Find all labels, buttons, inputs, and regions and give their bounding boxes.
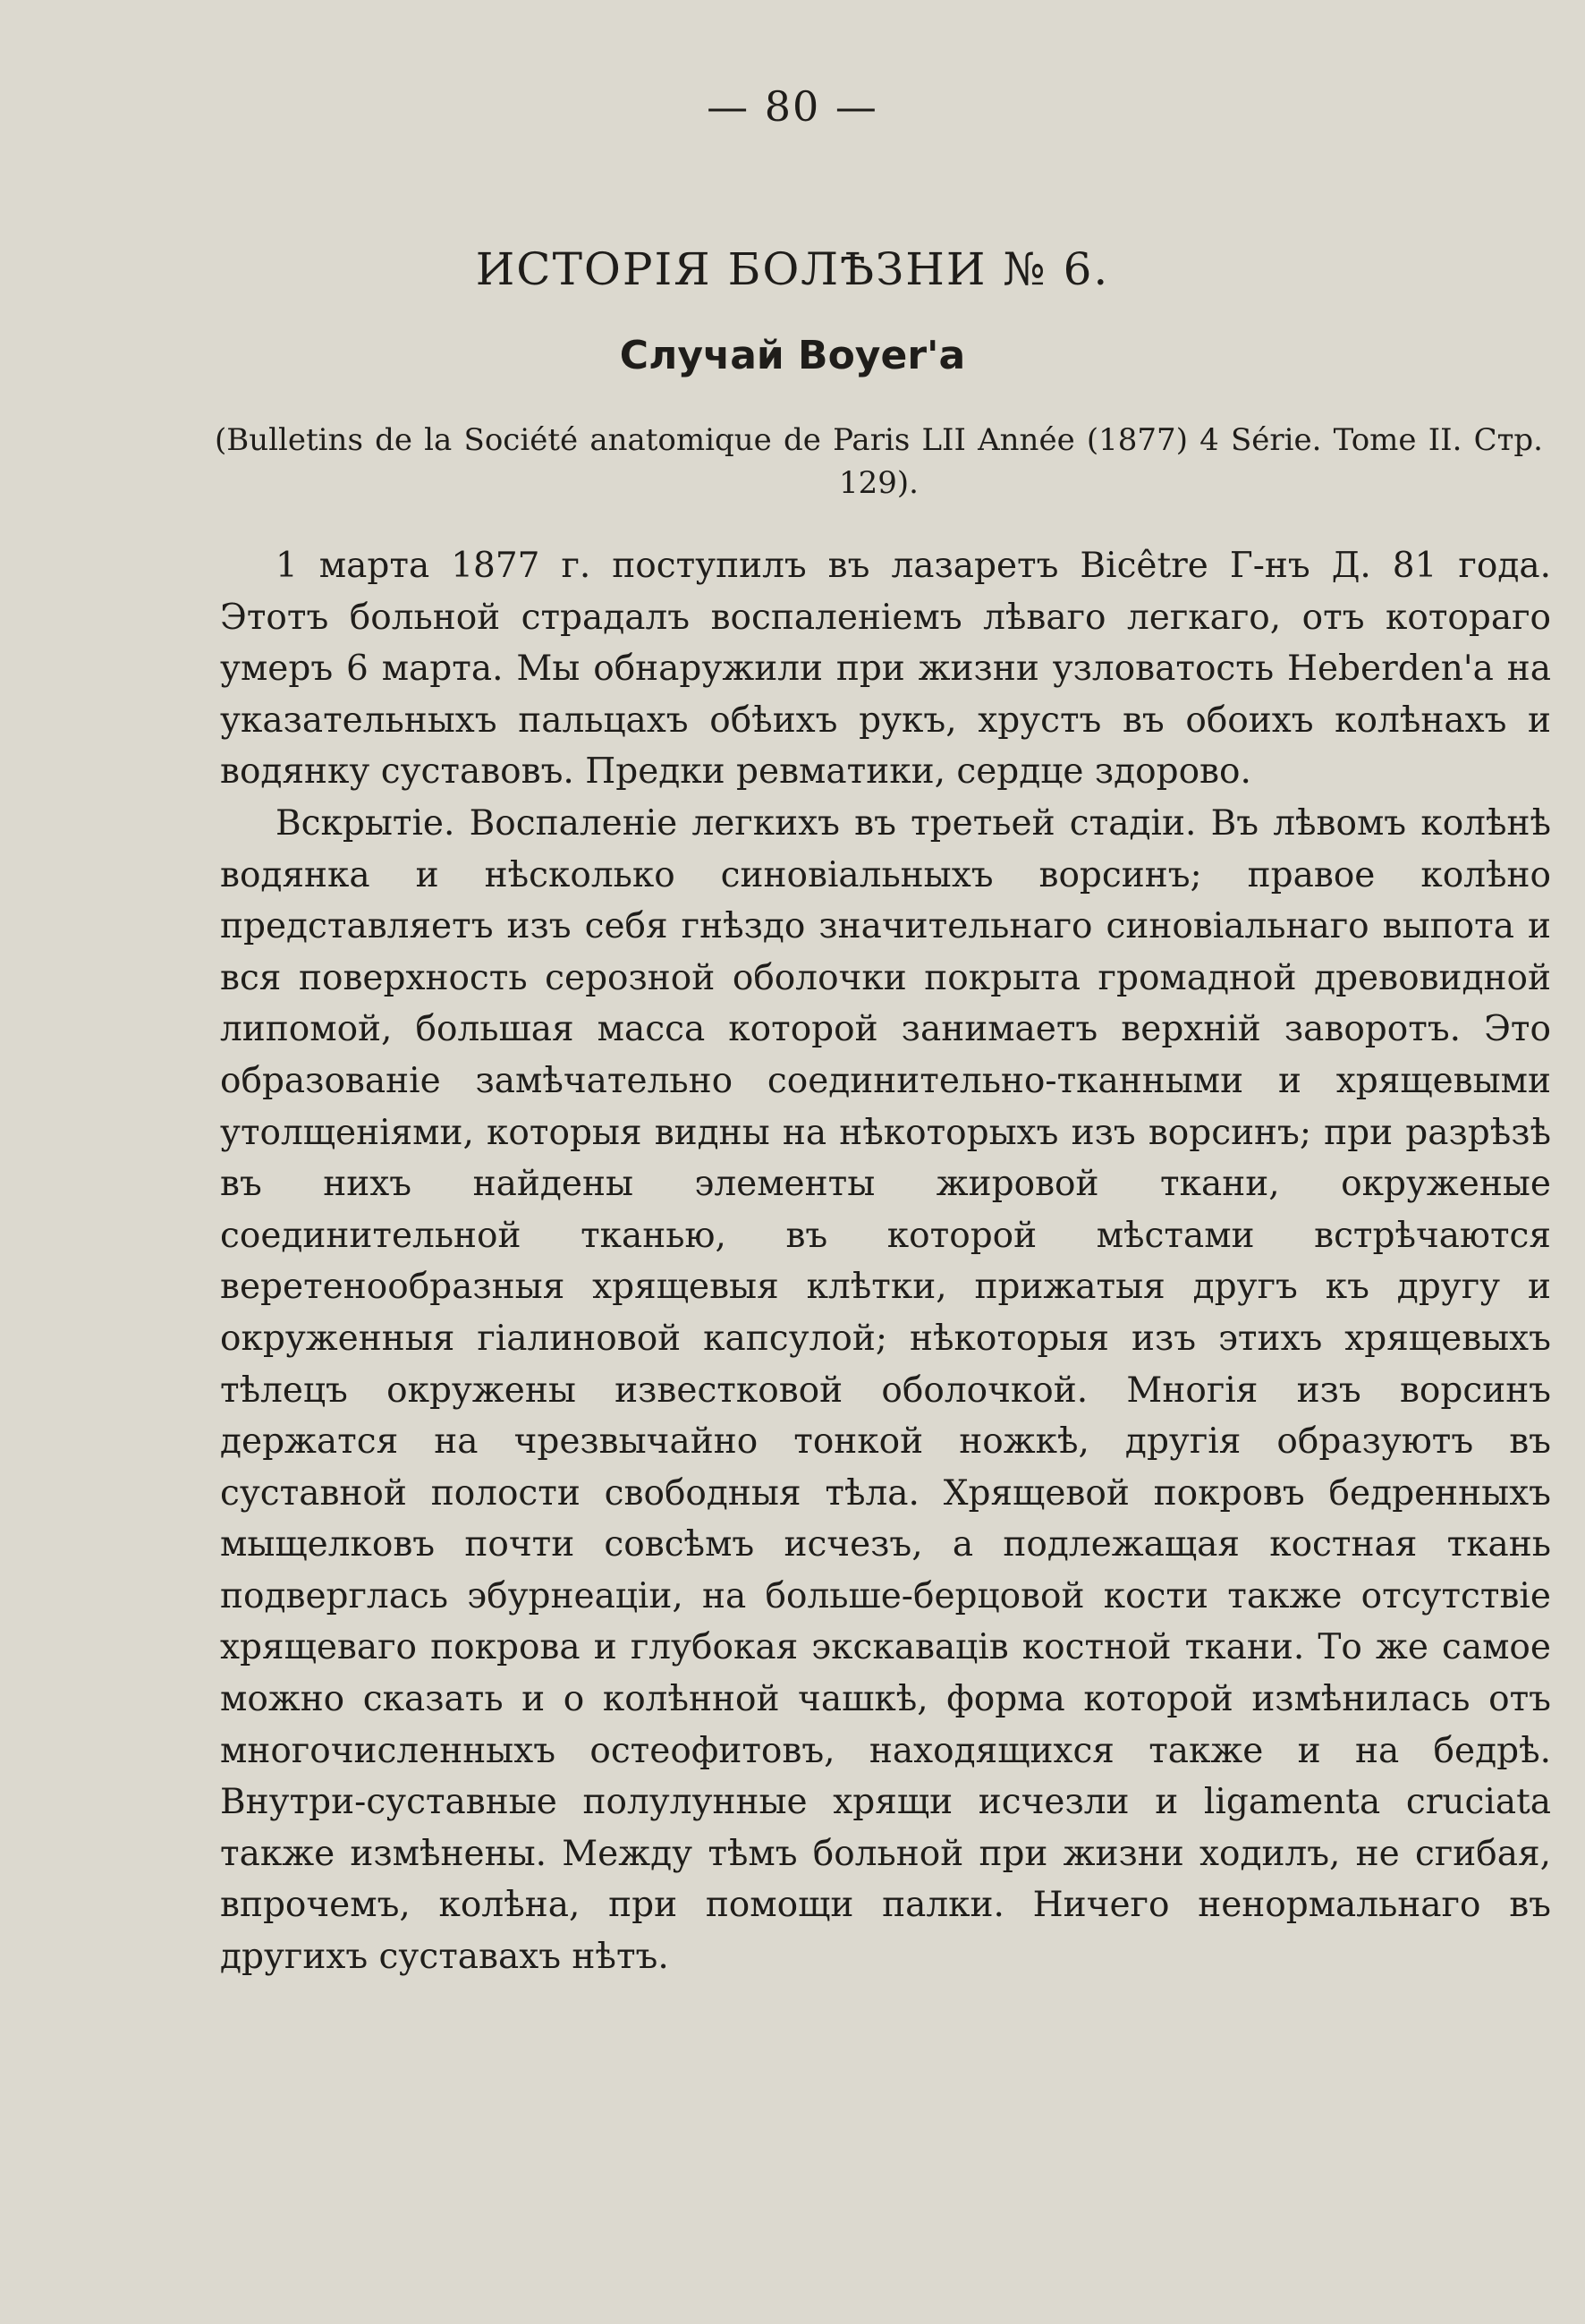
paragraph-autopsy: Вскрытіе. Воспаленіе легкихъ въ третьей стадіи. Въ лѣвомъ колѣнѣ водянка и нѣсколько синовіальныхъ ворсинъ; правое колѣно представляетъ изъ себя гнѣздо значительнаго синовіальнаго выпота и вся поверхность серозной оболочки покрыта громадной древовидной липомой, большая масса которой занимаетъ верхній заворотъ. Это образованіе замѣчательно соединительно-тканными и хрящевыми утолщеніями, которыя видны на нѣкоторыхъ изъ ворсинъ; при разрѣзѣ въ нихъ найдены элементы жировой ткани, окруженые соединительной тканью, въ которой мѣстами встрѣчаются веретенообразныя хрящевыя клѣтки, прижатыя другъ къ другу и окруженныя гіалиновой капсулой; нѣкоторыя изъ этихъ хрящевыхъ тѣлецъ окружены известковой оболочкой. Многія изъ ворсинъ держатся на чрезвычайно тонкой ножкѣ, другія образуютъ въ суставной полости свободныя тѣла. Хрящевой покровъ бедренныхъ мыщелковъ почти совсѣмъ исчезъ, а подлежащая костная ткань подверглась эбурнеаціи, на больше-берцовой кости также отсутствіе хрящеваго покрова и глубокая экскаваців костной ткани. То же самое можно сказать и о колѣнной чашкѣ, форма которой измѣнилась отъ многочисленныхъ остеофитовъ, находящихся также и на бедрѣ. Внутри-суставные полулунные хрящи исчезли и ligamenta cruciata также измѣнены. Между тѣмъ больной при жизни ходилъ, не сгибая, впрочемъ, колѣна, при помощи палки. Ничего ненормальнаго въ другихъ суставахъ нѣтъ. [220,802,1551,1978]
source-citation: (Bulletins de la Société anatomique de Paris LII Année (1877) 4 Série. Tome II. Стр. 129). [215,422,1543,501]
case-subtitle: Случай Boyer'a [619,333,966,378]
body-text [220,540,1551,1983]
paragraph-admission: 1 марта 1877 г. поступилъ въ лазаретъ Bicêtre Г-нъ Д. 81 года. Этотъ больной страдалъ воспаленіемъ лѣваго легкаго, отъ котораго умеръ 6 марта. Мы обнаружили при жизни узловатость Heberden'a на указательныхъ пальцахъ обѣихъ рукъ, хрустъ въ обоихъ колѣнахъ и водянку суставовъ. Предки ревматики, сердце здорово. [220,546,1551,793]
case-history-title: ИСТОРІЯ БОЛѢЗНИ № 6. [475,243,1110,295]
page-number: — 80 — [707,82,878,131]
